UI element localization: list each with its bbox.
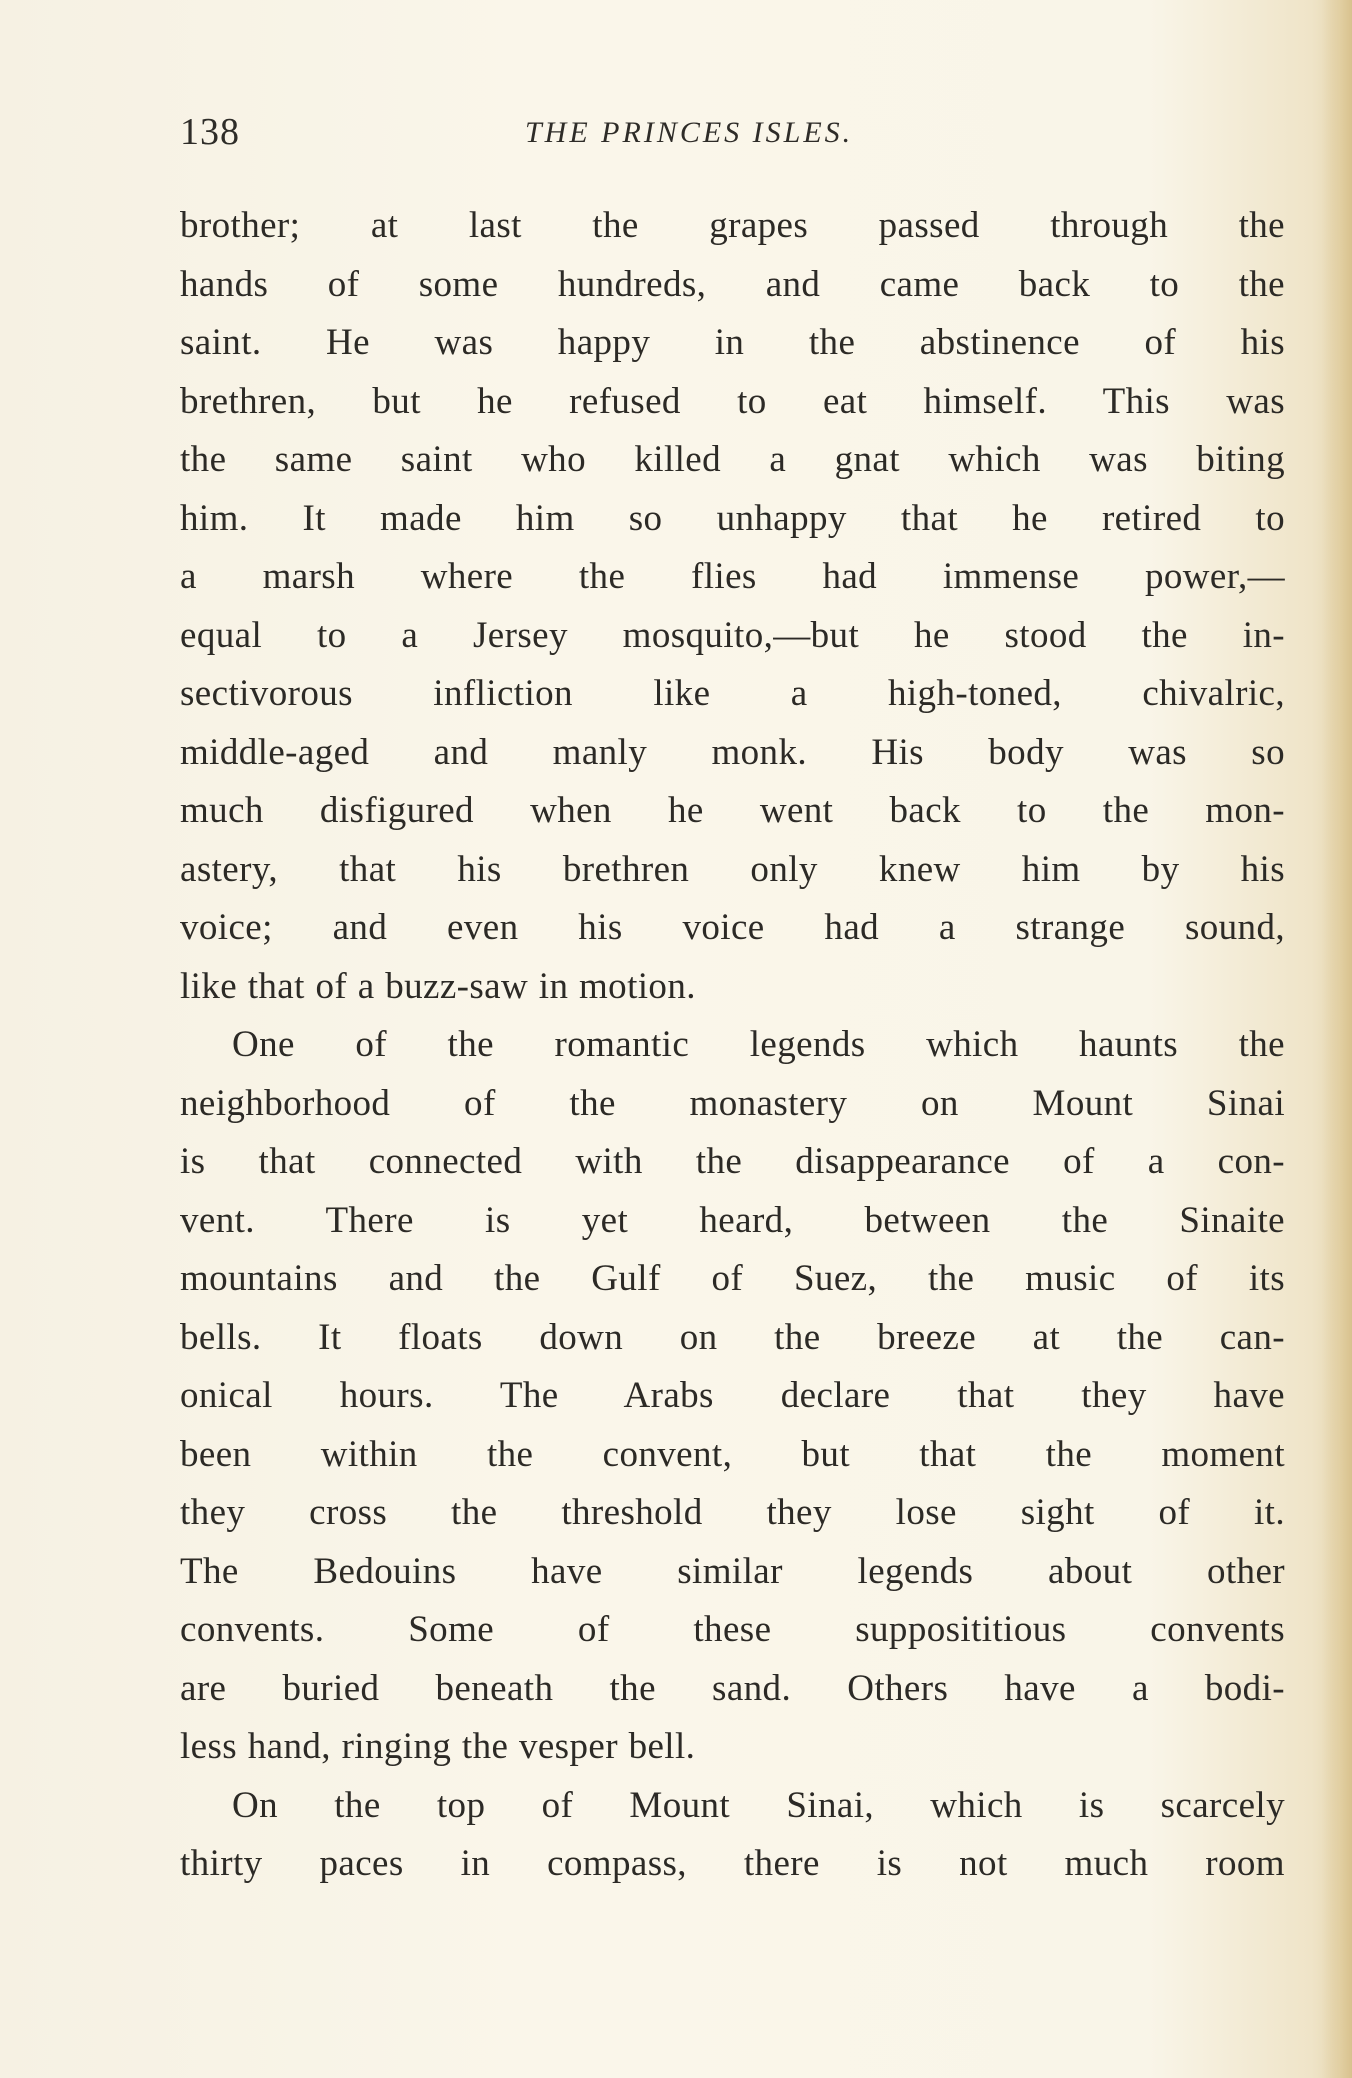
- text-line: brethren, but he refused to eat himself. This was: [180, 380, 1285, 422]
- body-text: [180, 197, 1285, 1894]
- text-line: a marsh where the flies had immense power,—: [180, 556, 1285, 597]
- page-edge-shadow: [1322, 0, 1352, 2078]
- text-line: much disfigured when he went back to the mon-: [180, 790, 1285, 831]
- text-line: The Bedouins have similar legends about other: [180, 1550, 1285, 1592]
- text-line: bells. It floats down on the breeze at the can-: [180, 1316, 1285, 1358]
- text-line: equal to a Jersey mosquito,—but he stood the in-: [180, 614, 1285, 656]
- paragraph-end-line: like that of a buzz-saw in motion.: [180, 965, 696, 1007]
- paragraph-start-line: On the top of Mount Sinai, which is scarcely: [232, 1784, 1285, 1826]
- text-line: saint. He was happy in the abstinence of his: [180, 322, 1285, 363]
- running-title: THE PRINCES ISLES.: [525, 116, 854, 149]
- text-line: is that connected with the disappearance of a con-: [180, 1141, 1285, 1182]
- text-line: middle-aged and manly monk. His body was so: [180, 731, 1285, 773]
- text-line: sectivorous infliction like a high-toned, chivalric,: [180, 673, 1285, 714]
- text-line: they cross the threshold they lose sight of it.: [180, 1492, 1285, 1533]
- text-line: thirty paces in compass, there is not much room: [180, 1843, 1285, 1884]
- text-line: are buried beneath the sand. Others have a bodi-: [180, 1667, 1285, 1709]
- text-line: voice; and even his voice had a strange sound,: [180, 907, 1285, 948]
- text-line: him. It made him so unhappy that he retired to: [180, 497, 1285, 539]
- text-line: astery, that his brethren only knew him by his: [180, 848, 1285, 890]
- text-line: onical hours. The Arabs declare that they have: [180, 1375, 1285, 1416]
- text-line: vent. There is yet heard, between the Sinaite: [180, 1199, 1285, 1241]
- text-line: brother; at last the grapes passed through the: [180, 205, 1285, 246]
- text-line: mountains and the Gulf of Suez, the music of its: [180, 1258, 1285, 1299]
- text-line: been within the convent, but that the moment: [180, 1433, 1285, 1475]
- text-line: convents. Some of these supposititious convents: [180, 1609, 1285, 1650]
- text-line: neighborhood of the monastery on Mount Sinai: [180, 1082, 1285, 1124]
- page-header: [180, 110, 1300, 160]
- text-line: hands of some hundreds, and came back to the: [180, 263, 1285, 305]
- page-number: 138: [180, 111, 240, 153]
- paragraph-end-line: less hand, ringing the vesper bell.: [180, 1726, 696, 1767]
- text-line: the same saint who killed a gnat which was biting: [180, 439, 1285, 480]
- paragraph-start-line: One of the romantic legends which haunts the: [232, 1024, 1285, 1065]
